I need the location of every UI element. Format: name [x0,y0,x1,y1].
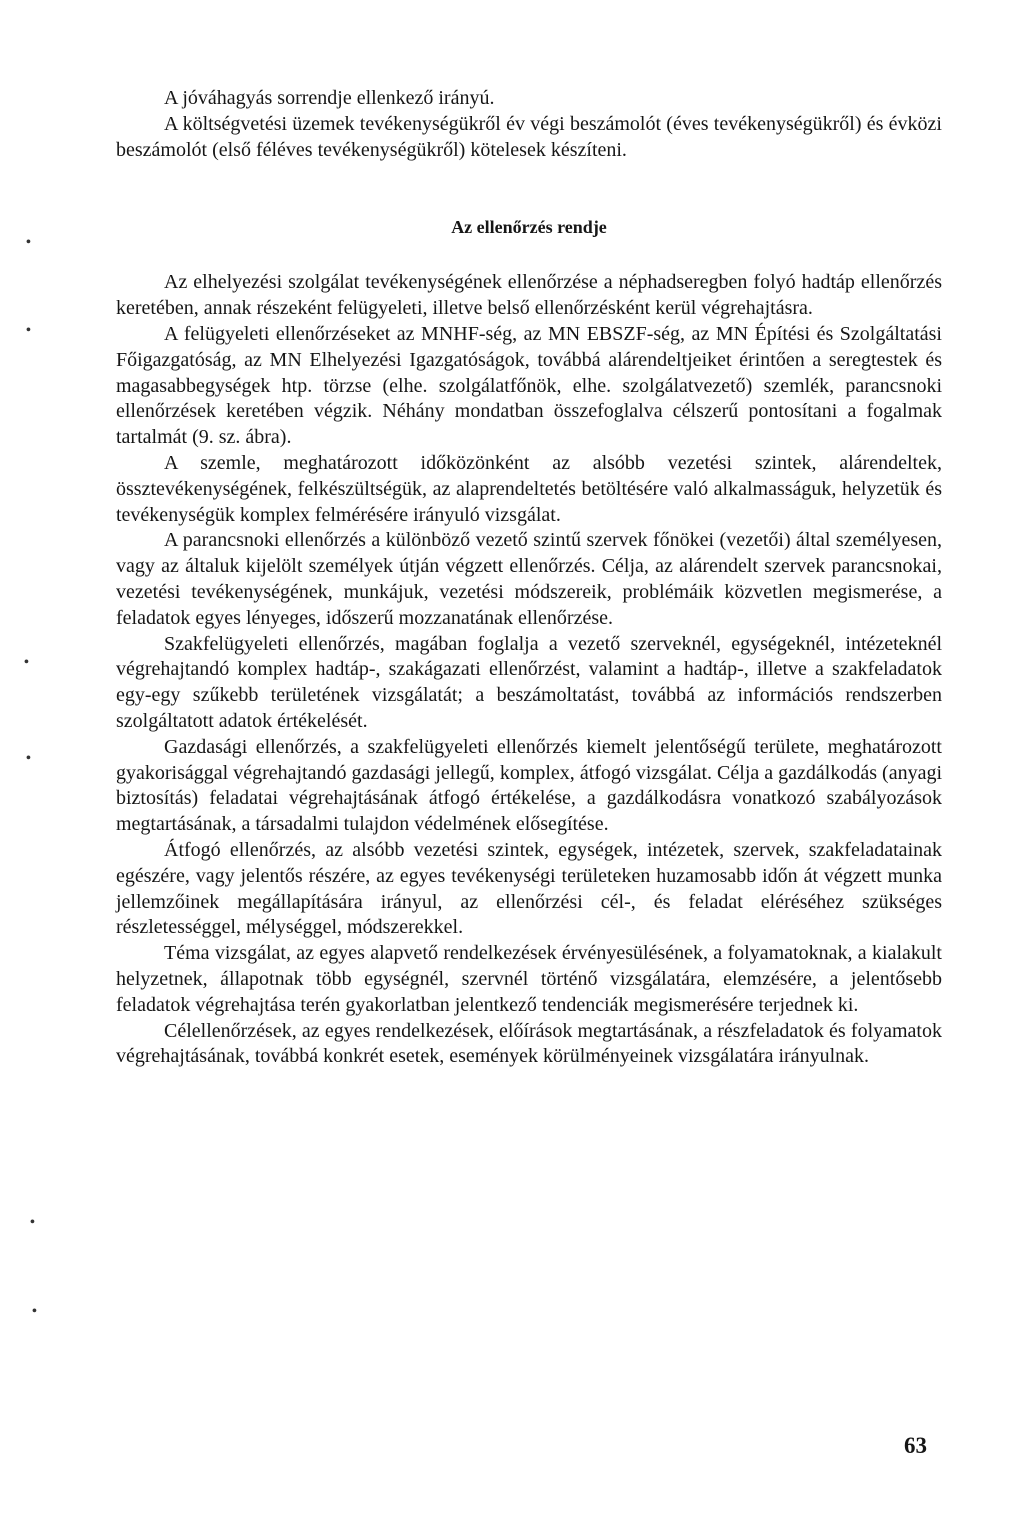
section-heading: Az ellenőrzés rendje [451,217,607,238]
intro-paragraph-1: A jóváhagyás sorrendje ellenkező irányú. [164,87,495,109]
paragraph-parancsnoki-ellenorzes: A parancsnoki ellenőrzés a különböző vezető szintű szervek főnökei (vezetői) által személyesen, vagy az általuk kijelölt személyek útján végzett ellenőrzés. Célja, az alárendelt szervek parancsnokai, vezetési tevékenységének, munkájuk, vezetési módszereik, problémáik közvetlen megismerése, a feladatok egyes lényeges, időszerű mozzanatának ellenőrzése. [116,529,942,629]
margin-mark: • [30,1215,35,1230]
paragraph-szakfelugyeleti-ellenorzes: Szakfelügyeleti ellenőrzés, magában foglalja a vezető szerveknél, egységeknél, intézeteknél végrehajtandó komplex hadtáp-, szakágazati ellenőrzést, valamint a hadtáp-, illetve a szakfeladatok egy-egy szűkebb területének vizsgálatát; a beszámoltatást, továbbá az információs rendszerben szolgáltatott adatok értékelését. [116,632,942,732]
margin-mark: • [26,323,31,338]
paragraph-gazdasagi-ellenorzes: Gazdasági ellenőrzés, a szakfelügyeleti ellenőrzés kiemelt jelentőségű területe, meghatározott gyakorisággal végrehajtandó gazdasági jellegű, komplex, átfogó vizsgálat. Célja a gazdálkodás (anyagi biztosítás) feladatai végrehajtásának átfogó értékelése, a gazdálkodásra vonatkozó szabályozások megtartásának, a társadalmi tulajdon védelmének elősegítése. [116,735,942,836]
paragraph-atfogo-ellenorzes: Átfogó ellenőrzés, az alsóbb vezetési szintek, egységek, intézetek, szervek, szakfeladatainak egészére, vagy jelentős részére, az egyes tevékenységi területeken huzamosabb időn át végzett munka jellemzőinek megállapítására irányul, az ellenőrzési cél-, és feladat eléréséhez szükséges részletességgel, mélységgel, módszerekkel. [116,838,942,939]
intro-paragraph-2: A költségvetési üzemek tevékenységükről év végi beszámolót (éves tevékenységükről) és évközi beszámolót (első féléves tevékenységükről) kötelesek készíteni. [116,112,942,161]
margin-mark: • [32,1304,37,1319]
paragraph-szemle: A szemle, meghatározott időközönként az alsóbb vezetési szintek, alárendeltek, össztevékenységének, felkészültségük, az alaprendeltetés betöltésére való alkalmasságuk, helyzetük és tevékenységük komplex felmérésére irányuló vizsgálat. [116,451,942,526]
page-body [116,86,942,1070]
paragraph-felugyeleti-ellenorzesek: A felügyeleti ellenőrzéseket az MNHF-ség, az MN EBSZF-ség, az MN Építési és Szolgáltatási Főigazgatóság, az MN Elhelyezési Igazgatóságok, továbbá alárendeltjeiket érintően a seregtestek és magasabbegységek htp. törzse (elhe. szolgálatfőnök, elhe. szolgálatvezető) szemlék, parancsnoki ellenőrzések keretében végzik. Néhány mondatban összefoglalva célszerű pontosítani a fogalmak tartalmát (9. sz. ábra). [116,322,942,449]
margin-mark: • [26,235,31,250]
margin-mark: • [24,655,29,670]
paragraph-elhelyezesi-szolgalat: Az elhelyezési szolgálat tevékenységének ellenőrzése a néphadseregben folyó hadtáp ellenőrzés keretében, annak részeként felügyeleti, illetve belső ellenőrzésként kerül végrehajtásra. [116,271,942,320]
paragraph-celellenorzesek: Célellenőrzések, az egyes rendelkezések, előírások megtartásának, a részfeladatok és folyamatok végrehajtásának, továbbá konkrét esetek, események körülményeinek vizsgálatára irányulnak. [116,1019,942,1068]
margin-mark: • [26,751,31,766]
page-number: 63 [904,1433,927,1458]
paragraph-tema-vizsgalat: Téma vizsgálat, az egyes alapvető rendelkezések érvényesülésének, a folyamatoknak, a kialakult helyzetnek, állapotnak több egységnél, szervnél történő vizsgálatára, elemzésére, a jelentősebb feladatok végrehajtása terén gyakorlatban jelentkező tendenciák megismerésére terjednek ki. [116,942,942,1016]
